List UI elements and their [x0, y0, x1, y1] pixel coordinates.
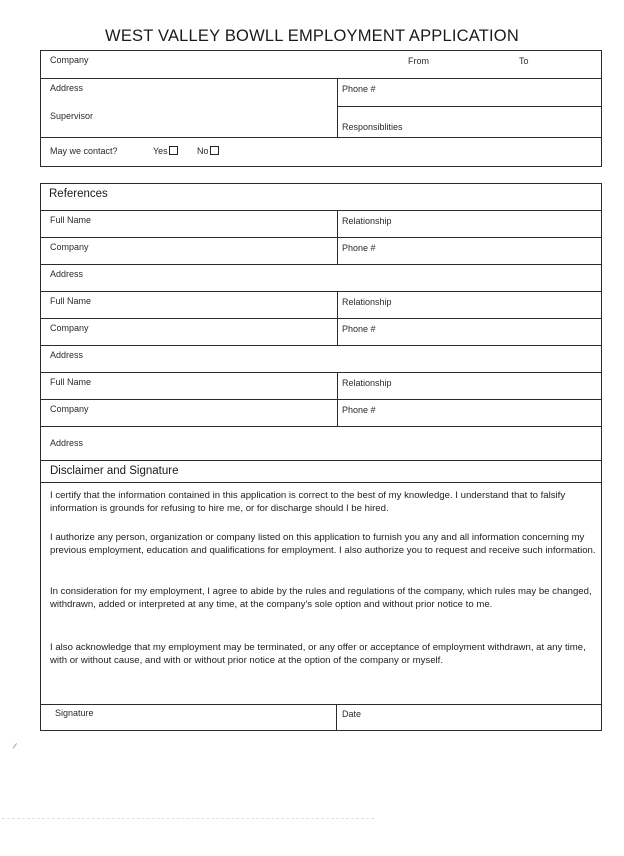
disclaimer-paragraph: I also acknowledge that my employment may be terminated, or any offer or acceptance of employment withdrawn, at any time, with or without cause, and with or without prior notice at the option of the company or myself. — [50, 642, 586, 667]
ref3-company-label: Company — [50, 404, 89, 414]
scan-mark — [13, 743, 21, 751]
ref2-phone-label: Phone # — [342, 324, 376, 334]
ref1-phone-label: Phone # — [342, 243, 376, 253]
company-field-label: Company — [50, 55, 89, 65]
ref3-full-name-label: Full Name — [50, 377, 92, 387]
disclaimer-heading: Disclaimer and Signature — [50, 465, 179, 477]
to-field-label: To — [519, 56, 529, 66]
responsibilities-field-label: Responsiblities — [342, 122, 403, 132]
ref1-address-label: Address — [50, 269, 84, 279]
address-field-label: Address — [50, 83, 84, 93]
contact-no-label: No — [197, 146, 209, 156]
ref2-address-label: Address — [50, 350, 84, 360]
may-contact-label: May we contact? — [50, 146, 118, 156]
supervisor-field-label: Supervisor — [50, 111, 94, 121]
contact-yes-checkbox[interactable] — [169, 146, 178, 155]
disclaimer-paragraph: In consideration for my employment, I agree to abide by the rules and regulations of the company, which rules may be changed, withdrawn, added or interpreted at any time, at the company's sole option and without prior notice to me. — [50, 586, 592, 611]
contact-no-option[interactable] — [197, 146, 219, 156]
ref2-full-name-label: Full Name — [50, 296, 92, 306]
disclaimer-paragraph: I authorize any person, organization or company listed on this application to furnish you any and all information concerning my previous employment, education and qualifications for employment. I also authorize you to request and receive such information. — [50, 532, 596, 557]
ref1-company-label: Company — [50, 242, 89, 252]
scan-edge — [2, 818, 374, 819]
references-heading: References — [49, 188, 108, 200]
phone-field-label: Phone # — [342, 84, 376, 94]
signature-label: Signature — [55, 708, 94, 718]
from-field-label: From — [408, 56, 429, 66]
ref2-relationship-label: Relationship — [342, 297, 392, 307]
ref3-phone-label: Phone # — [342, 405, 376, 415]
employer-section — [40, 50, 602, 167]
ref1-full-name-label: Full Name — [50, 215, 92, 225]
contact-yes-option[interactable] — [153, 146, 178, 156]
ref1-relationship-label: Relationship — [342, 216, 392, 226]
contact-no-checkbox[interactable] — [210, 146, 219, 155]
page-title: WEST VALLEY BOWLL EMPLOYMENT APPLICATION — [105, 27, 519, 45]
ref2-company-label: Company — [50, 323, 89, 333]
references-section — [40, 183, 602, 461]
ref3-relationship-label: Relationship — [342, 378, 392, 388]
date-label: Date — [342, 709, 362, 719]
ref3-address-label: Address — [50, 438, 84, 448]
disclaimer-paragraph: I certify that the information contained in this application is correct to the best of my knowledge. I understand that to falsify information is grounds for refusing to hire me, or for discharge should I be hired. — [50, 490, 566, 515]
contact-yes-label: Yes — [153, 146, 168, 156]
